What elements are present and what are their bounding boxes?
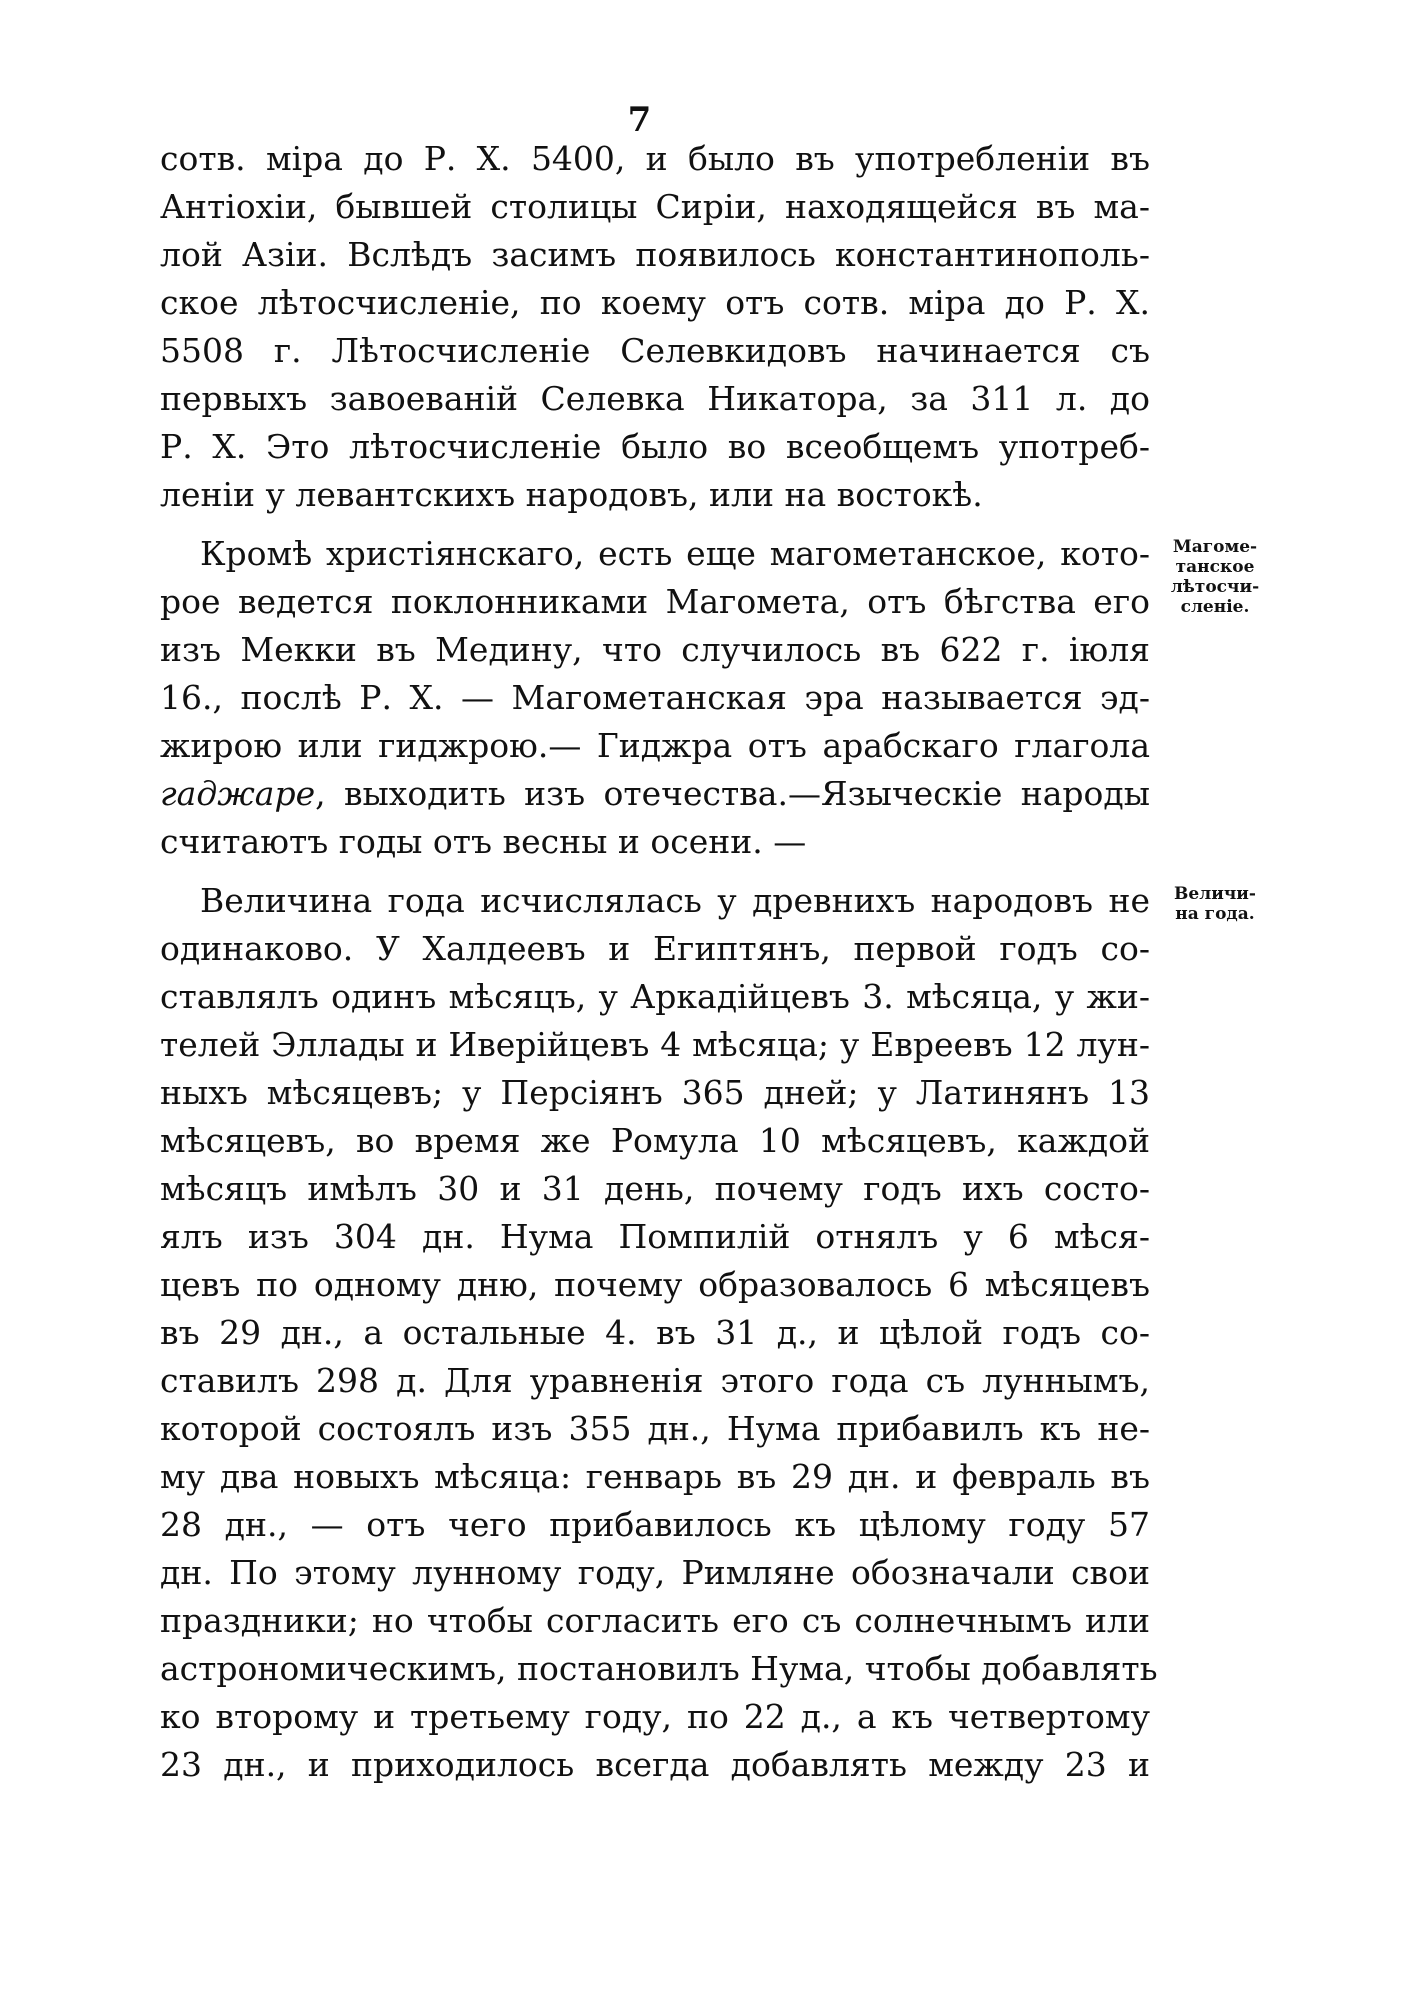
text-line: дн. По этому лунному году, Римляне обозначали свои bbox=[160, 1553, 1150, 1592]
margin-note-year-length bbox=[1160, 884, 1270, 924]
text-line: ставилъ 298 д. Для уравненія этого года съ луннымъ, bbox=[160, 1361, 1150, 1400]
text-line: въ 29 дн., а остальные 4. въ 31 д., и цѣлой годъ со- bbox=[160, 1313, 1150, 1352]
text-line: мѣсяцъ имѣлъ 30 и 31 день, почему годъ ихъ состо- bbox=[160, 1169, 1150, 1208]
text-line: ныхъ мѣсяцевъ; у Персіянъ 365 дней; у Латинянъ 13 bbox=[160, 1073, 1150, 1112]
text-line: телей Эллады и Иверійцевъ 4 мѣсяца; у Евреевъ 12 лун- bbox=[160, 1025, 1150, 1064]
text-line: Кромѣ христіянскаго, есть еще магометанское, кото- bbox=[200, 534, 1150, 573]
text-line: 16., послѣ Р. Х. — Магометанская эра называется эд- bbox=[160, 678, 1150, 717]
text-line: рое ведется поклонниками Магомета, отъ бѣгства его bbox=[160, 582, 1150, 621]
margin-note-mohammedan-calendar bbox=[1160, 537, 1270, 617]
text-line: астрономическимъ, постановилъ Нума, чтобы добавлять bbox=[160, 1649, 1158, 1688]
text-line: Величина года исчислялась у древнихъ народовъ не bbox=[200, 881, 1150, 920]
page-number: 7 bbox=[627, 100, 653, 140]
text-line: ставлялъ одинъ мѣсяцъ, у Аркадійцевъ 3. мѣсяца, у жи- bbox=[160, 977, 1150, 1016]
margin-note-line: танское bbox=[1175, 557, 1255, 577]
text-line: леніи у левантскихъ народовъ, или на востокѣ. bbox=[160, 475, 983, 514]
text-line: жирою или гиджрою.— Гиджра отъ арабскаго глагола bbox=[160, 726, 1150, 765]
text-line: ко второму и третьему году, по 22 д., а къ четвертому bbox=[160, 1697, 1150, 1736]
text-line: считаютъ годы отъ весны и осени. — bbox=[160, 822, 807, 861]
text-line: одинаково. У Халдеевъ и Египтянъ, первой годъ со- bbox=[160, 929, 1150, 968]
text-line: изъ Мекки въ Медину, что случилось въ 622 г. іюля bbox=[160, 630, 1150, 669]
text-line: лой Азіи. Вслѣдъ засимъ появилось константинополь- bbox=[160, 235, 1150, 274]
text-line: сотв. міра до Р. Х. 5400, и было въ употребленіи въ bbox=[160, 139, 1150, 178]
margin-note-line: сленіе. bbox=[1180, 597, 1250, 617]
text-line: 28 дн., — отъ чего прибавилось къ цѣлому году 57 bbox=[160, 1505, 1150, 1544]
text-line: ское лѣтосчисленіе, по коему отъ сотв. міра до Р. Х. bbox=[160, 283, 1150, 322]
text-line: которой состоялъ изъ 355 дн., Нума прибавилъ къ не- bbox=[160, 1409, 1150, 1448]
text-line: первыхъ завоеваній Селевка Никатора, за 311 л. до bbox=[160, 379, 1150, 418]
margin-note-line: лѣтосчи- bbox=[1170, 577, 1260, 597]
text-line: му два новыхъ мѣсяца: генварь въ 29 дн. и февраль въ bbox=[160, 1457, 1150, 1496]
text-line: Р. Х. Это лѣтосчисленіе было во всеобщемъ употреб- bbox=[160, 427, 1150, 466]
italic-word: гаджаре bbox=[160, 774, 316, 813]
text-line: ялъ изъ 304 дн. Нума Помпилій отнялъ у 6 мѣся- bbox=[160, 1217, 1150, 1256]
text-line: 23 дн., и приходилось всегда добавлять между 23 и bbox=[160, 1745, 1150, 1784]
margin-note-line: на года. bbox=[1175, 904, 1255, 924]
text-line: гаджаре, выходить изъ отечества.—Языческіе народы bbox=[160, 774, 1150, 813]
text-line: Антіохіи, бывшей столицы Сиріи, находящейся въ ма- bbox=[160, 187, 1150, 226]
margin-note-line: Величи- bbox=[1174, 884, 1256, 904]
text-line: праздники; но чтобы согласить его съ солнечнымъ или bbox=[160, 1601, 1150, 1640]
text-line: 5508 г. Лѣтосчисленіе Селевкидовъ начинается съ bbox=[160, 331, 1150, 370]
margin-note-line: Магоме- bbox=[1172, 537, 1258, 557]
text-line: цевъ по одному дню, почему образовалось 6 мѣсяцевъ bbox=[160, 1265, 1150, 1304]
text-line: мѣсяцевъ, во время же Ромула 10 мѣсяцевъ, каждой bbox=[160, 1121, 1150, 1160]
